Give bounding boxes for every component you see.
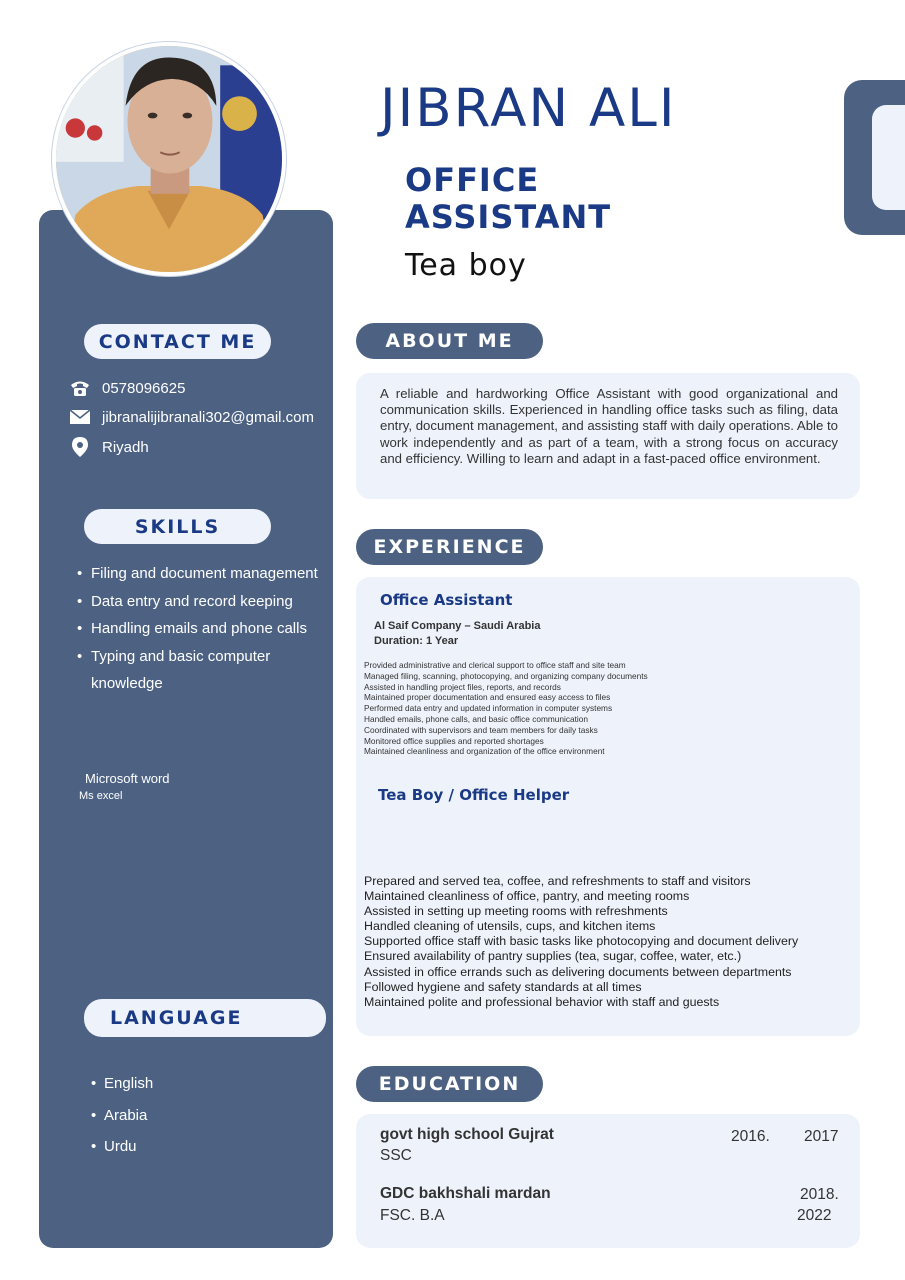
location-pin-icon [68,437,92,457]
education-degree: SSC [380,1147,412,1164]
duty-item: Coordinated with supervisors and team members for daily tasks [364,724,598,735]
sidebar-panel [39,210,333,1248]
full-name: JIBRAN ALI [380,78,677,139]
job-1-title: Office Assistant [380,591,513,609]
mail-icon [68,407,92,427]
phone-icon [68,378,92,398]
phone-number: 0578096625 [102,379,186,397]
duty-item: Monitored office supplies and reported shortages [364,735,544,746]
duty-item: Handled emails, phone calls, and basic office communication [364,713,588,724]
about-text: A reliable and hardworking Office Assistant with good organizational and communication skills. Experienced in handling office tasks such as filing, data entry, document management, and assisting staff with daily operations. Able to work independently and as part of a team, with a strong focus on accuracy and efficiency. Willing to learn and adapt in a fast-paced office environment. [380,386,838,466]
job-2-title: Tea Boy / Office Helper [378,786,570,804]
duty-item: Handled cleaning of utensils, cups, and kitchen items [364,919,656,934]
duty-item: Maintained proper documentation and ensured easy access to files [364,692,611,703]
job-1-duration: Duration: 1 Year [374,635,459,647]
duty-item: Prepared and served tea, coffee, and refreshments to staff and visitors [364,874,751,888]
secondary-title: Tea boy [405,248,527,283]
duty-item: Assisted in setting up meeting rooms with refreshments [364,904,668,919]
duty-item: Assisted in handling project files, reports, and records [364,681,561,692]
education-year-end: 2017 [804,1128,839,1145]
job-1-company: Al Saif Company – Saudi Arabia [374,620,541,632]
contact-location [68,437,149,457]
email-address: jibranalijibranali302@gmail.com [102,408,314,426]
duty-item: Provided administrative and clerical support to office staff and site team [364,660,626,670]
corner-decoration-inner [872,105,905,210]
job-1-duties [364,660,648,757]
skill-item: • Data entry and record keeping [75,588,325,616]
job-title-line-1: OFFICE [405,161,540,199]
duty-item: Followed hygiene and safety standards at all times [364,979,642,994]
duty-item: Assisted in office errands such as delivering documents between departments [364,964,792,979]
language-item: • English [90,1068,153,1100]
contact-phone[interactable] [68,378,185,398]
profile-photo [52,42,286,276]
duty-item: Maintained polite and professional behavior with staff and guests [364,994,720,1009]
skill-item: • Typing and basic computer knowledge [75,643,325,698]
job-title-line-2: ASSISTANT [405,198,612,236]
skill-item: • Handling emails and phone calls [75,615,325,643]
education-year-start: 2016. [731,1128,770,1145]
duty-item: Maintained cleanliness and organization of the office environment [364,746,605,757]
education-degree: FSC. B.A [380,1207,445,1224]
skills-heading: SKILLS [84,509,271,544]
location-text: Riyadh [102,438,149,456]
education-heading: EDUCATION [356,1066,543,1102]
skills-list [75,560,325,698]
profile-photo-illustration [56,46,282,272]
experience-heading: EXPERIENCE [356,529,543,565]
education-school: GDC bakhshali mardan [380,1185,551,1202]
education-year-start: 2018. [800,1186,839,1203]
job-2-duties [364,874,798,1010]
education-school: govt high school Gujrat [380,1126,554,1143]
language-list [90,1068,153,1163]
skill-extra-word: Microsoft word [85,771,170,786]
duty-item: Supported office staff with basic tasks like photocopying and document delivery [364,934,799,949]
contact-email[interactable] [68,407,314,427]
contact-heading: CONTACT ME [84,324,271,359]
about-heading: ABOUT ME [356,323,543,359]
language-item: • Arabia [90,1100,153,1132]
skill-extra-excel: Ms excel [79,790,123,802]
duty-item: Performed data entry and updated information in computer systems [364,703,613,714]
skill-item: • Filing and document management [75,560,325,588]
duty-item: Ensured availability of pantry supplies (tea, sugar, coffee, water, etc.) [364,949,742,964]
job-title [405,162,685,236]
duty-item: Managed filing, scanning, photocopying, and organizing company documents [364,670,648,681]
language-item: • Urdu [90,1131,153,1163]
language-heading: LANGUAGE [84,999,326,1037]
duty-item: Maintained cleanliness of office, pantry, and meeting rooms [364,889,690,904]
education-year-end: 2022 [797,1207,832,1224]
